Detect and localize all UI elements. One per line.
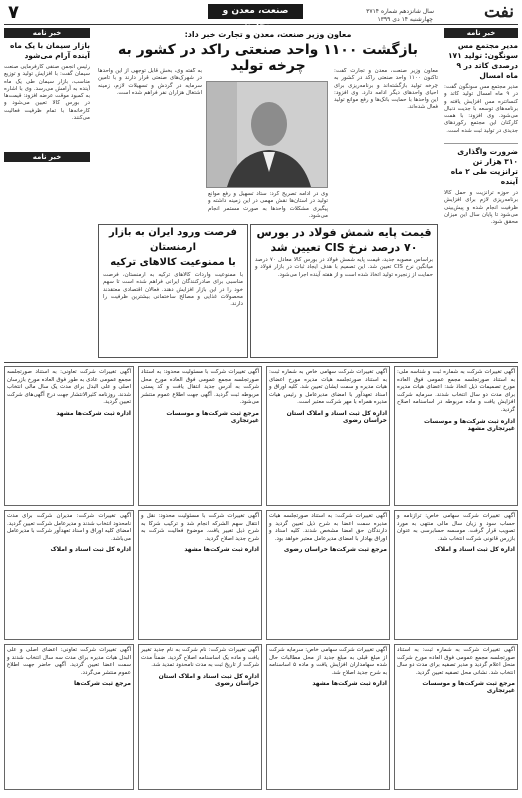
cement-news-title: بازار سیمان با یک ماه آینده آرام می‌شود <box>10 41 90 60</box>
legal-notice: آگهی تغییرات شرکت به شماره ثبت: به استناد صورتجلسه مجمع عمومی فوق العاده مورخ شرکت منحل اعلام گردید و مدیر تصفیه برای مدت دو سال انتخاب شد. نشانی محل تصفیه تعیین گردید. مرجع ثبت شرکت‌ها و موسسات غیرتجاری <box>394 644 518 790</box>
section-divider <box>4 362 518 363</box>
portrait-image <box>207 82 327 187</box>
legal-notice: آگهی تغییرات شرکت: به استناد صورتجلسه هیات مدیره سمت اعضا به شرح ذیل تعیین گردید و دارندگان حق امضا مشخص شدند. کلیه اسناد و اوراق بهادار با امضای مدیرعامل معتبر خواهد بود. مرجع ثبت شرکت‌ها خراسان رضوی <box>266 510 390 640</box>
story-column-1: معاون وزیر صنعت، معدن و تجارت گفت: تاکنون ۱۱۰۰ واحد صنعتی راکد در کشور به چرخه تولید بازگشته‌اند و برنامه‌ریزی برای احیای واحدهای دیگر ادامه دارد. وی افزود: این واحدها با حمایت بانک‌ها و رفع موانع تولید فعال شده‌اند. <box>334 68 438 111</box>
story-column-2: به گفته وی، بخش قابل توجهی از این واحدها در شهرک‌های صنعتی قرار دارند و با تامین سرمایه در گردش و تسهیلات لازم، زمینه اشتغال هزاران نفر فراهم شده است. <box>98 68 202 96</box>
story-headline: بازگشت ۱۱۰۰ واحد صنعتی راکد در کشور به چرخه تولید <box>117 42 419 74</box>
sidebar-news-body: مدیر مجتمع مس سونگون گفت: در ۹ ماه امسال تولید کاتد و کنسانتره مس افزایش یافته و برنامه‌های توسعه با جدیت دنبال می‌شود. وی افزود: با همت کارکنان این مجتمع رکوردهای جدیدی در تولید ثبت شده است. <box>444 84 518 134</box>
sidebar-label-left: خبر نامه <box>4 28 90 38</box>
legal-notice: آگهی تغییرات شرکت سهامی خاص: سرمایه شرکت از مبلغ قبلی به مبلغ جدید از محل مطالبات حال شده سهامداران افزایش یافت و ماده ۵ اساسنامه به شرح جدید اصلاح شد. اداره ثبت شرکت‌ها مشهد <box>266 644 390 790</box>
story-kicker: معاون وزیر صنعت، معدن و تجارت خبر داد: <box>184 30 352 39</box>
legal-notice: آگهی تغییرات شرکت به شماره ثبت و شناسه ملی: به استناد صورتجلسه مجمع عمومی فوق العاده مورخ تصمیمات ذیل اتخاذ شد: اعضای هیات مدیره برای مدت دو سال انتخاب شدند. سرمایه شرکت افزایش یافت و ماده مربوطه در اساسنامه اصلاح گردید. اداره ثبت شرکت‌ها و موسسات غیرتجاری مشهد <box>394 366 518 506</box>
steel-title-1: قیمت پایه شمش فولاد در بورس <box>256 226 432 239</box>
legal-notice: آگهی تغییرات شرکت: نام شرکت به نام جدید تغییر یافت و ماده یک اساسنامه اصلاح گردید. ضمناً مدت شرکت از تاریخ ثبت به مدت نامحدود تمدید شد. اداره کل ثبت اسناد و املاک استان خراسان رضوی <box>138 644 262 790</box>
armenia-market-box <box>98 224 248 358</box>
armenia-title-1: فرصت ورود ایران به بازار ارمنستان <box>109 227 237 253</box>
right-sidebar <box>444 28 518 358</box>
story-photo <box>206 81 328 188</box>
sidebar-news-body-2: در حوزه ترانزیت و حمل کالا برنامه‌ریزی لازم برای افزایش ظرفیت انجام شده و پیش‌بینی می‌شود تا پایان سال این میزان محقق شود. <box>444 190 518 226</box>
story-column-3: وی در ادامه تصریح کرد: ستاد تسهیل و رفع موانع تولید در استان‌ها نقش مهمی در این زمینه داشته و پیگیری مشکلات واحدها به صورت مستمر انجام می‌شود. <box>208 191 328 219</box>
steel-body: براساس مصوبه جدید، قیمت پایه شمش فولاد در بورس کالا معادل ۷۰ درصد میانگین نرخ CIS تعیین شد. این تصمیم با هدف ایجاد ثبات در بازار فولاد و حمایت از زنجیره تولید اتخاذ شده است و از هفته آینده اجرا می‌شود. <box>255 257 434 278</box>
steel-title-2: ۷۰ درصد نرخ CIS تعیین شد <box>270 241 418 254</box>
legal-notice: آگهی تغییرات شرکت تعاونی: به استناد صورتجلسه مجمع عمومی عادی به طور فوق العاده مورخ بازرسان اصلی و علی البدل برای مدت یک سال مالی انتخاب شدند. روزنامه کثیرالانتشار جهت درج آگهی‌های شرکت تعیین گردید. اداره ثبت شرکت‌ها مشهد <box>4 366 134 506</box>
sidebar-news-title: مدیر مجتمع مس سونگون: تولید ۱۷۱ درصدی کاتد در ۹ ماه امسال <box>447 41 518 80</box>
legal-notice: آگهی تغییرات شرکت سهامی خاص: ترازنامه و حساب سود و زیان سال مالی منتهی به مورد تصویب قرار گرفت. موسسه حسابرسی به عنوان بازرس قانونی شرکت انتخاب شد. اداره کل ثبت اسناد و املاک <box>394 510 518 640</box>
sidebar-label: خبر نامه <box>444 28 518 38</box>
main-story <box>98 26 438 356</box>
legal-notice: آگهی تغییرات شرکت با مسئولیت محدود: نقل و انتقال سهم الشرکه انجام شد و ترکیب شرکا به شرح ذیل تغییر یافت. موضوع فعالیت شرکت به شرح جدید اصلاح گردید. اداره ثبت شرکت‌ها مشهد <box>138 510 262 640</box>
legal-notice: آگهی تغییرات شرکت با مسئولیت محدود: به استناد صورتجلسه مجمع عمومی فوق العاده مورخ محل شرکت به آدرس جدید انتقال یافت و کد پستی مربوطه ثبت گردید. آگهی جهت اطلاع عموم منتشر می‌شود. مرجع ثبت شرکت‌ها و موسسات غیرتجاری <box>138 366 262 506</box>
classified-ads <box>4 366 518 794</box>
sidebar-news-title-2: ضرورت واگذاری ۳۱۰ هزار تن ترانزیت طی ۲ ماه آینده <box>444 143 518 187</box>
section-title: صنعت، معدن و تجارت <box>208 4 303 19</box>
armenia-body: با ممنوعیت واردات کالاهای ترکیه به ارمنستان، فرصت مناسبی برای صادرکنندگان ایرانی فراهم شده است تا سهم خود را در این بازار افزایش دهند. فعالان اقتصادی معتقدند محصولات غذایی و مصالح ساختمانی بیشترین ظرفیت را دارند. <box>103 272 243 308</box>
page-number: ۷ <box>8 2 19 23</box>
left-sidebar <box>4 28 90 358</box>
newspaper-logo: نفت <box>483 2 514 22</box>
cement-news-body: رئیس انجمن صنفی کارفرمایی صنعت سیمان گفت: با افزایش تولید و توزیع مناسب، بازار سیمان طی یک ماه آینده به آرامش می‌رسد. وی با اشاره به کمبود موقت عرضه افزود: قیمت‌ها در بورس کالا تعیین می‌شود و کارخانه‌ها با تمام ظرفیت فعالیت می‌کنند. <box>4 64 90 122</box>
armenia-title-2: با ممنوعیت کالاهای ترکیه <box>110 257 236 268</box>
legal-notice: آگهی تغییرات شرکت سهامی خاص به شماره ثبت: به استناد صورتجلسه هیات مدیره مورخ اعضای هیات مدیره و سمت ایشان تعیین شد. کلیه اوراق و اسناد تعهدآور با امضای مدیرعامل و رئیس هیات مدیره همراه با مهر شرکت معتبر است. اداره کل ثبت اسناد و املاک استان خراسان رضوی <box>266 366 390 506</box>
legal-notice: آگهی تغییرات شرکت: مدیران شرکت برای مدت نامحدود انتخاب شدند و مدیرعامل شرکت تعیین گردید. امضای کلیه اوراق و اسناد تعهدآور شرکت با مدیرعامل می‌باشد. اداره کل ثبت اسناد و املاک <box>4 510 134 640</box>
legal-notice: آگهی تغییرات شرکت تعاونی: اعضای اصلی و علی البدل هیات مدیره برای مدت سه سال انتخاب شدند و سمت اعضا تعیین گردید. آگهی حاضر جهت اطلاع عموم منتشر می‌گردد. مرجع ثبت شرکت‌ها <box>4 644 134 790</box>
sidebar-label-left-2: خبر نامه <box>4 152 90 162</box>
page-header <box>4 0 518 31</box>
steel-price-box <box>250 224 438 358</box>
issue-number: سال شانزدهم شماره ۳۷۱۴ <box>366 8 434 15</box>
issue-date: چهارشنبه ۱۴ دی ۱۳۹۹ <box>377 16 433 23</box>
